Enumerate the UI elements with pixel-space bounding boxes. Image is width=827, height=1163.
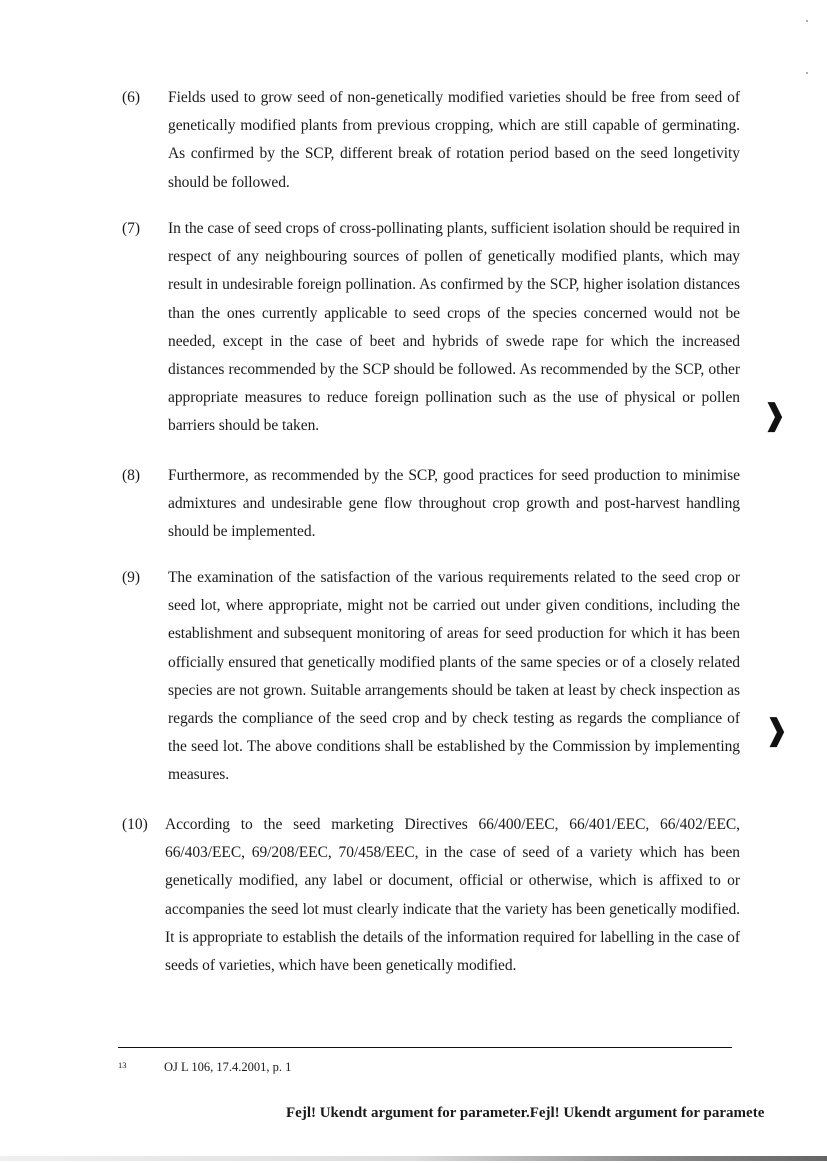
paragraph-text: The examination of the satisfaction of the various requirements related to the seed crop or seed lot, where appropriate, might not be carried out under given conditions, including the establishment and subsequent monitoring of areas for seed production for which it has been officially ensured that genetically modified plants of the same species or of a closely related species are not grown. Suitable arrangements should be taken at least by check inspection as regards the compliance of the seed crop and by check testing as regards the compliance of the seed lot. The above conditions shall be established by the Commission by implementing measures. — [168, 569, 740, 784]
footnote-mark: 13 — [118, 1060, 127, 1070]
paragraph-text: Fields used to grow seed of non-genetically modified varieties should be free from seed of genetically modified plants from previous cropping, which are still capable of germinating. As confirmed by the SCP, different break of rotation period based on the seed longetivity should be followed. — [168, 89, 740, 191]
paragraph-number: (7) — [122, 220, 141, 237]
scan-bottom-edge — [0, 1156, 827, 1161]
margin-scan-mark: ❱ — [764, 713, 790, 748]
paragraph-10 — [122, 811, 740, 980]
scan-speck — [806, 72, 808, 74]
paragraph-number: (6) — [122, 89, 141, 106]
footnote-text: OJ L 106, 17.4.2001, p. 1 — [164, 1060, 292, 1074]
page-footer: Fejl! Ukendt argument for parameter.Fejl! Ukendt argument for paramete — [286, 1105, 765, 1121]
paragraph-text: In the case of seed crops of cross-pollinating plants, sufficient isolation should be required in respect of any neighbouring sources of pollen of genetically modified plants, which may result in undesirable foreign pollination. As confirmed by the SCP, higher isolation distances than the ones currently applicable to seed crops of the species concerned would not be needed, except in the case of beet and hybrids of swede rape for which the increased distances recommended by the SCP should be followed. As recommended by the SCP, other appropriate measures to reduce foreign pollination such as the use of physical or pollen barriers should be taken. — [168, 220, 740, 435]
paragraph-7 — [122, 215, 740, 441]
paragraph-9 — [122, 564, 740, 790]
footnote-divider — [118, 1047, 732, 1048]
paragraph-number: (10) — [122, 816, 148, 833]
scan-speck — [806, 20, 808, 22]
margin-scan-mark: ❱ — [762, 398, 788, 433]
paragraph-text: According to the seed marketing Directives 66/400/EEC, 66/401/EEC, 66/402/EEC, 66/403/EEC, 69/208/EEC, 70/458/EEC, in the case of seed of a variety which has been genetically modified, any label or document, official or otherwise, which is affixed to or accompanies the seed lot must clearly indicate that the variety has been genetically modified. It is appropriate to establish the details of the information required for labelling in the case of seeds of varieties, which have been genetically modified. — [165, 816, 740, 975]
paragraph-text: Furthermore, as recommended by the SCP, good practices for seed production to minimise admixtures and undesirable gene flow throughout crop growth and post-harvest handling should be implemented. — [168, 467, 740, 541]
paragraph-number: (9) — [122, 569, 141, 586]
paragraph-8 — [122, 462, 740, 547]
paragraph-number: (8) — [122, 467, 141, 484]
footnote — [118, 1060, 292, 1075]
paragraph-6 — [122, 84, 740, 197]
